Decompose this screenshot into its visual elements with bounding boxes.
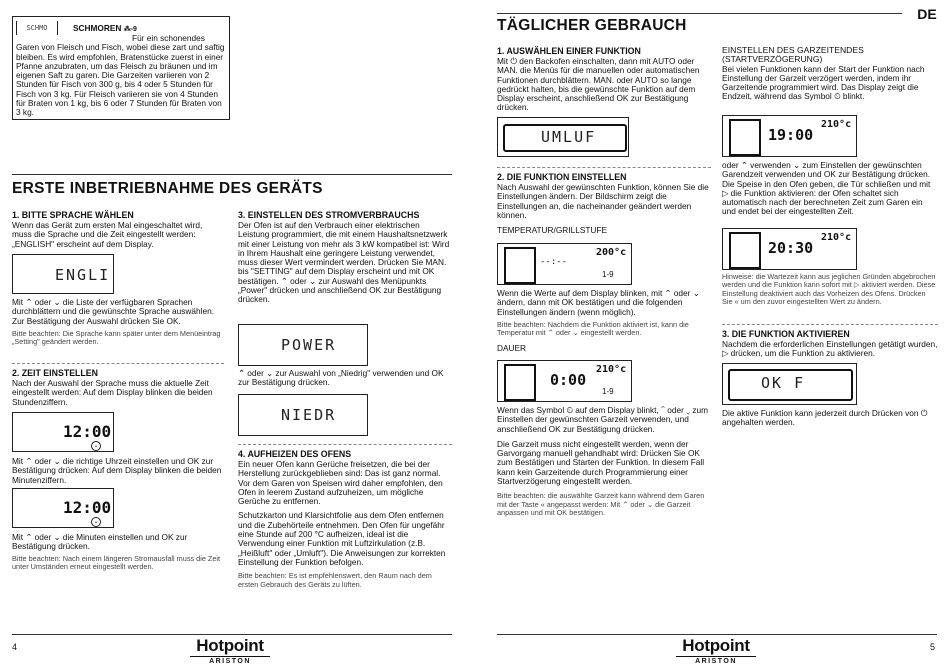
schmoren-box	[12, 16, 230, 120]
step-2-after1: Mit ⌃ oder ⌄ die richtige Uhrzeit einstellen und OK zur Bestätigung drücken: Auf dem Display blinken die beiden Minutenziffern.	[12, 456, 222, 485]
display-box	[729, 119, 761, 156]
display-umluft	[497, 117, 629, 157]
duration-note: Bitte beachten: die auswählte Garzeit kann während dem Garen mit der Taste « angepasst werden: Mit ⌃ oder ⌄ die Garzeit anpassen und mit OK bestätigen.	[497, 491, 705, 518]
step-2-after2: Mit ⌃ oder ⌄ die Minuten einstellen und OK zur Bestätigung drücken.	[12, 532, 188, 552]
display-endtime2-temp: 210°c	[821, 232, 852, 243]
display-endtime-temp: 210°c	[821, 119, 852, 130]
right-column-3b	[722, 161, 938, 217]
left-column-3	[238, 210, 452, 305]
display-time-hours	[12, 412, 114, 452]
display-range: 1-9	[602, 270, 614, 279]
schmoren-range: ⁂-9	[123, 26, 137, 33]
right-column-4	[722, 329, 938, 359]
left-column-2	[12, 368, 224, 407]
display-duration	[497, 360, 632, 402]
timer-icon: ⌄	[91, 517, 101, 527]
right-column-3c	[722, 273, 938, 307]
display-box	[504, 364, 536, 401]
display-time-hours-text: 12:00	[63, 422, 112, 441]
set-function-title: 2. DIE FUNKTION EINSTELLEN	[497, 172, 627, 182]
brand-name: Hotpoint	[196, 636, 264, 655]
left-column-1b	[12, 298, 224, 347]
section-title: ERSTE INBETRIEBNAHME DES GERÄTS	[12, 180, 323, 197]
divider	[12, 363, 224, 364]
display-english-text: ENGLI	[55, 266, 111, 284]
left-column-2b	[12, 457, 224, 485]
display-niedrig	[238, 394, 368, 436]
display-dash: --:--	[540, 257, 568, 267]
step-1-title: 1. BITTE SPRACHE WÄHLEN	[12, 210, 134, 220]
delay-note: Hinweise: die Wartezeit kann aus jeglichen Gründen abgebrochen werden und die Funktion kann sofort mit ▷ aktiviert werden. Diese Einstellung deaktiviert auch das Vorheizen des Ofens. Drücken Sie « um den zuvor eingestellten Wert zu ändern.	[722, 272, 936, 307]
step-2-title: 2. ZEIT EINSTELLEN	[12, 368, 99, 378]
display-endtime-value: 19:00	[768, 126, 814, 144]
left-column-4	[238, 449, 452, 589]
timer-icon: ⌄	[91, 441, 101, 451]
step-4-title: 4. AUFHEIZEN DES OFENS	[238, 449, 352, 459]
activate-after: Die aktive Funktion kann jederzeit durch Drücken von ⏻ angehalten werden.	[722, 408, 928, 428]
right-column-4b	[722, 409, 938, 428]
temp-after: Wenn die Werte auf dem Display blinken, mit ⌃ oder ⌄ ändern, dann mit OK bestätigen und die folgenden Einstellungen ändern (wenn möglich).	[497, 288, 700, 317]
step-2-text: Nach der Auswahl der Sprache muss die aktuelle Zeit eingestellt werden: Auf dem Display blinken die beiden Stundenziffern.	[12, 378, 213, 407]
set-function-text: Nach Auswahl der gewünschten Funktion, können Sie die Einstellungen ändern. Der Bildschirm zeigt die Einstellungen an, die nacheinander geändert werden können.	[497, 182, 709, 220]
display-power-text: POWER	[281, 336, 337, 354]
right-column-2b	[497, 289, 711, 353]
step-1-text: Wenn das Gerät zum ersten Mal eingeschaltet wird, muss die Sprache und die Zeit eingestellt werden: „ENGLISH" erscheint auf dem Display.	[12, 220, 203, 249]
left-column-1	[12, 210, 224, 249]
footer-rule	[497, 634, 937, 635]
step-4-text1: Ein neuer Ofen kann Gerüche freisetzen, die bei der Herstellung zurückgeblieben sind: Das ist ganz normal. Vor dem Garen von Speisen wird daher empfohlen, den Ofen in leerem Zustand aufzuheizen, um mögliche Gerüche zu entfernen.	[238, 459, 443, 507]
delay-text: Bei vielen Funktionen kann der Start der Funktion nach Einstellung der Garzeit verzögert werden, indem ihr Garzeitende programmiert wird. Das Display zeigt die Endzeit, während das Symbol ⏲ blinkt.	[722, 63, 925, 102]
step-4-text2: Schutzkarton und Klarsichtfolie aus dem Ofen entfernen und die Zubehörteile entnehmen. Den Ofen für ungefähr eine Stunde auf 200 °C aufheizen, ideal ist die Verwendung einer Funktion mit Luftzirkulation (z.B. „Heißluft" oder „Umluft"). Die Anweisungen zur korrekten Einstellung der Funktion befolgen.	[238, 510, 446, 567]
display-niedrig-text: NIEDR	[281, 406, 337, 424]
right-column-3	[722, 46, 938, 102]
header-rule	[497, 13, 902, 14]
display-endtime	[722, 115, 857, 157]
language-tab: DE	[917, 6, 937, 22]
right-column-2c	[497, 406, 711, 518]
divider	[497, 167, 711, 168]
display-box	[729, 232, 761, 269]
brand-sub: ARISTON	[190, 656, 270, 665]
divider	[722, 324, 938, 325]
step-4-note: Bitte beachten: Es ist empfehlenswert, den Raum nach dem ersten Gebrauch des Geräts zu lüften.	[238, 571, 432, 589]
left-column-2c	[12, 533, 224, 571]
activate-text: Nachdem die erforderlichen Einstellungen getätigt wurden, ▷ drücken, um die Funktion zu aktivieren.	[722, 339, 938, 359]
activate-title: 3. DIE FUNKTION AKTIVIEREN	[722, 329, 850, 339]
step-3-after: ⌃ oder ⌄ zur Auswahl von „Niedrig" verwenden und OK zur Bestätigung drücken.	[238, 368, 444, 388]
select-function-title: 1. AUSWÄHLEN EINER FUNKTION	[497, 46, 641, 56]
display-duration-temp: 210°c	[596, 364, 627, 375]
display-time-minutes	[12, 488, 114, 528]
display-range: 1-9	[602, 387, 614, 396]
section-title-right: TÄGLICHER GEBRAUCH	[497, 17, 687, 34]
right-column-2	[497, 172, 711, 235]
display-duration-value: 0:00	[550, 371, 587, 389]
display-temperature	[497, 243, 632, 285]
display-english	[12, 254, 114, 294]
divider	[238, 444, 452, 445]
brand-logo	[190, 637, 270, 665]
schmoren-icon: SCHMO	[16, 21, 58, 35]
schmoren-text: Für ein schonendes Garen von Fleisch und Fisch, wobei diese zart und saftig bleiben. Es wird empfohlen, Bratenstücke zuerst in einer Pfanne anzubraten, um das Fleisch zu bräunen und im eigenen Saft zu garen. Die Garzeiten variieren von 2 Stunden für Fisch von 300 g, bis 4 oder 5 Stunden für Fisch von 3 kg. Für Fleisch variieren sie von 4 Stunden für Braten von 1 kg, bis 6 oder 7 Stunden für Braten von 3 kg.	[16, 33, 225, 118]
duration-subtitle: DAUER	[497, 342, 527, 353]
schmoren-title: SCHMOREN	[73, 23, 122, 33]
display-time-minutes-text: 12:00	[63, 498, 112, 517]
divider	[12, 174, 452, 175]
temp-note: Bitte beachten: Nachdem die Funktion aktiviert ist, kann die Temperatur mit ⌃ oder ⌄ eingestellt werden.	[497, 319, 689, 338]
display-endtime2-value: 20:30	[768, 239, 814, 257]
duration-after2: Die Garzeit muss nicht eingestellt werden, wenn der Garvorgang manuell gehandhabt wird: Drücken Sie OK zum Bestätigen und Starten der Funktion. In diesem Fall kann kein Garzeitende durch Programmierung einer Startverzögerung eingestellt werden.	[497, 438, 705, 487]
display-ok	[722, 363, 857, 405]
display-ok-text: OK F	[761, 374, 806, 392]
display-power	[238, 324, 368, 366]
left-column-3b	[238, 369, 452, 388]
display-temp-value: 200°c	[596, 247, 627, 258]
display-umluft-text: UMLUF	[541, 128, 597, 146]
display-endtime-2	[722, 228, 857, 270]
footer-rule	[12, 634, 452, 635]
select-function-text: Mit ⏻ den Backofen einschalten, dann mit AUTO oder MAN. die Menüs für die manuellen oder automatischen Funktionen durchblättern. MAN. oder AUTO so lange gedrückt halten, bis die gewünschte Funktion auf dem Display erscheint, anschließend OK zur Bestätigung drücken.	[497, 56, 700, 113]
page-number: 4	[12, 642, 18, 652]
step-3-text: Der Ofen ist auf den Verbrauch einer elektrischen Leistung programmiert, die mit einem Haushaltsnetzwerk mit einer Leistung von mehr als 3 kW kompatibel ist: Wird in Ihrem Haushalt eine geringere Leistung verwendet, muss dieser Wert vermindert werden. Drücken Sie MAN. bis "SETTING" auf dem Display erscheint und mit OK bestätigen. ⌃ oder ⌄ zur Auswahl des Menüpunkts „Power" drücken und anschließend OK zur Bestätigung drücken.	[238, 220, 450, 305]
delay-title: EINSTELLEN DES GARZEITENDES (STARTVERZÖGERUNG)	[722, 45, 864, 65]
step-1-note: Bitte beachten: Die Sprache kann später unter dem Menüeintrag „Setting" geändert werden.	[12, 328, 221, 347]
duration-after: Wenn das Symbol ⏲ auf dem Display blinkt, ⌃ oder ⌄ zum Einstellen der gewünschten Garzeit verwenden, und anschließend OK zur Bestätigung drücken.	[497, 405, 709, 434]
page-number: 5	[930, 642, 936, 652]
right-column-1	[497, 46, 711, 113]
brand-sub: ARISTON	[676, 656, 756, 665]
brand-logo	[676, 637, 756, 665]
step-1-after: Mit ⌃ oder ⌄ die Liste der verfügbaren Sprachen durchblättern und die gewünschte Sprache auswählen. Zur Bestätigung der Auswahl drücken Sie OK.	[12, 297, 215, 326]
step-2-note: Bitte beachten: Nach einem längeren Stromausfall muss die Zeit unter Umständen erneut eingestellt werden.	[12, 553, 221, 571]
temp-subtitle: TEMPERATUR/GRILLSTUFE	[497, 225, 608, 236]
brand-name: Hotpoint	[682, 636, 750, 655]
display-box	[504, 247, 536, 284]
delay-after: oder ⌃ verwenden ⌄ zum Einstellen der gewünschten Garendzeit verwenden und OK zur Bestätigung drücken. Die Speise in den Ofen geben, die Tür schließen und mit ▷ die Funktion aktivieren: der Ofen schaltet sich automatisch nach der berechneten Zeit zum Garen ein und endet bei der eingestellten Zeit.	[722, 160, 931, 217]
step-3-title: 3. EINSTELLEN DES STROMVERBRAUCHS	[238, 210, 420, 220]
